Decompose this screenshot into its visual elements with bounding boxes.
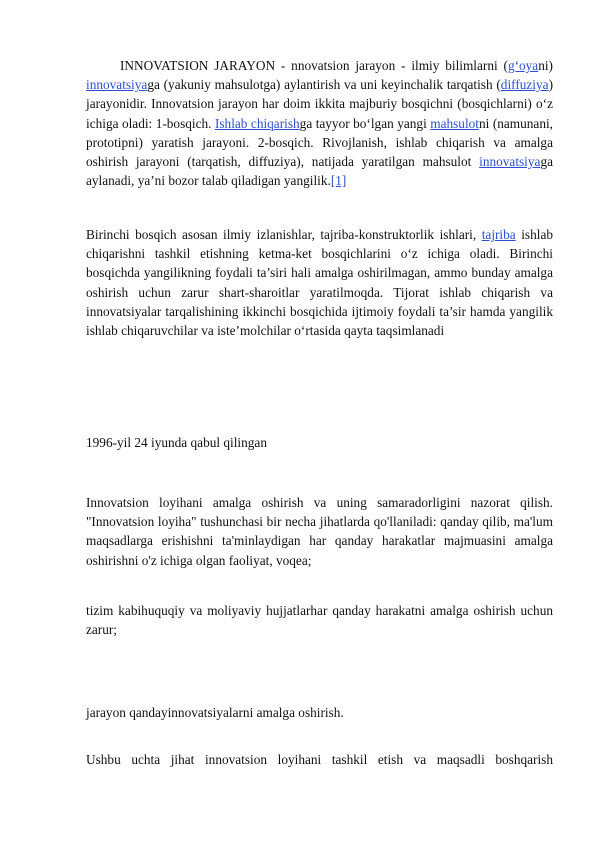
paragraph-stages <box>86 225 553 340</box>
link-innovatsiya-2[interactable]: innovatsiya <box>479 154 541 170</box>
text: ni (namunani, prototipni) yaratish jarayoni. 2-bosqich. Rivojlanish, ishlab chiqarish va amalga oshirish jarayoni (tarqatish, diffuziya), natijada yaratilgan mahsulot <box>86 115 553 170</box>
text: ishlab chiqarishni tashkil etishning ketma-ket bosqichlarini o‘z ichiga oladi. Birinchi bosqichda yangilikning foydali ta’siri hali amalga oshirilmagan, ammo bunday amalga oshirish uchun zarur shart-sharoitlar yaratilmoqda. Tijorat ishlab chiqarish va innovatsiyalar tarqalishining ikkinchi bosqichida ijtimoiy foydali ta’sir hamda yangilik ishlab chiqaruvchilar va iste’molchilar o‘rtasida qayta taqsimlanadi <box>86 227 553 339</box>
paragraph-project-control: Innovatsion loyihani amalga oshirish va uning samaradorligini nazorat qilish. "Innovatsion loyiha" tushunchasi bir necha jihatlarda qo'llaniladi: qanday qilib, ma'lum maqsadlarga erishishni ta'minlaydigan har qanday harakatlar majmuasini amalga oshirishni o'z ichiga olgan faoliyat, voqea; <box>86 495 553 568</box>
paragraph-three-aspects: Ushbu uchta jihat innovatsion loyihani tashkil etish va maqsadli boshqarish <box>86 752 553 767</box>
link-ishlab-chiqarish[interactable]: Ishlab chiqarish <box>214 115 300 131</box>
text: ) jarayonidir. Innovatsion jarayon har doim ikkita majburiy bosqichni (bosqichlarni) o‘z ichiga oladi: 1-bosqich. <box>86 77 553 131</box>
link-diffuziya[interactable]: diffuziya <box>500 77 549 93</box>
paragraph-legal-system: tizim kabihuquqiy va moliyaviy hujjatlarhar qanday harakatni amalga oshirish uchun zarur; <box>86 603 553 638</box>
link-goya[interactable]: g‘oya <box>507 58 539 73</box>
link-tajriba[interactable]: tajriba <box>481 227 516 242</box>
text: ga (yakuniy mahsulotga) aylantirish va uni keyinchalik tarqatish ( <box>147 77 501 93</box>
link-innovatsiya[interactable]: innovatsiya <box>86 77 148 93</box>
paragraph-innovation-process <box>86 56 553 190</box>
text: Birinchi bosqich asosan ilmiy izlanishlar, tajriba-konstruktorlik ishlari, <box>86 227 482 242</box>
text: ga tayyor bo‘lgan yangi <box>299 115 431 131</box>
text: - nnovatsion jarayon - ilmiy bilimlarni ( <box>275 58 508 73</box>
text: ni) <box>538 58 553 73</box>
term-title: INNOVATSION JARAYON <box>120 58 276 73</box>
paragraph-date: 1996-yil 24 iyunda qabul qilingan <box>86 435 267 450</box>
link-mahsulot[interactable]: mahsulot <box>430 115 479 131</box>
footnote-ref[interactable]: [1] <box>330 173 347 189</box>
text: ga aylanadi, ya’ni bozor talab qiladigan yangilik. <box>86 154 553 189</box>
paragraph-process: jarayon qandayinnovatsiyalarni amalga oshirish. <box>86 705 344 720</box>
